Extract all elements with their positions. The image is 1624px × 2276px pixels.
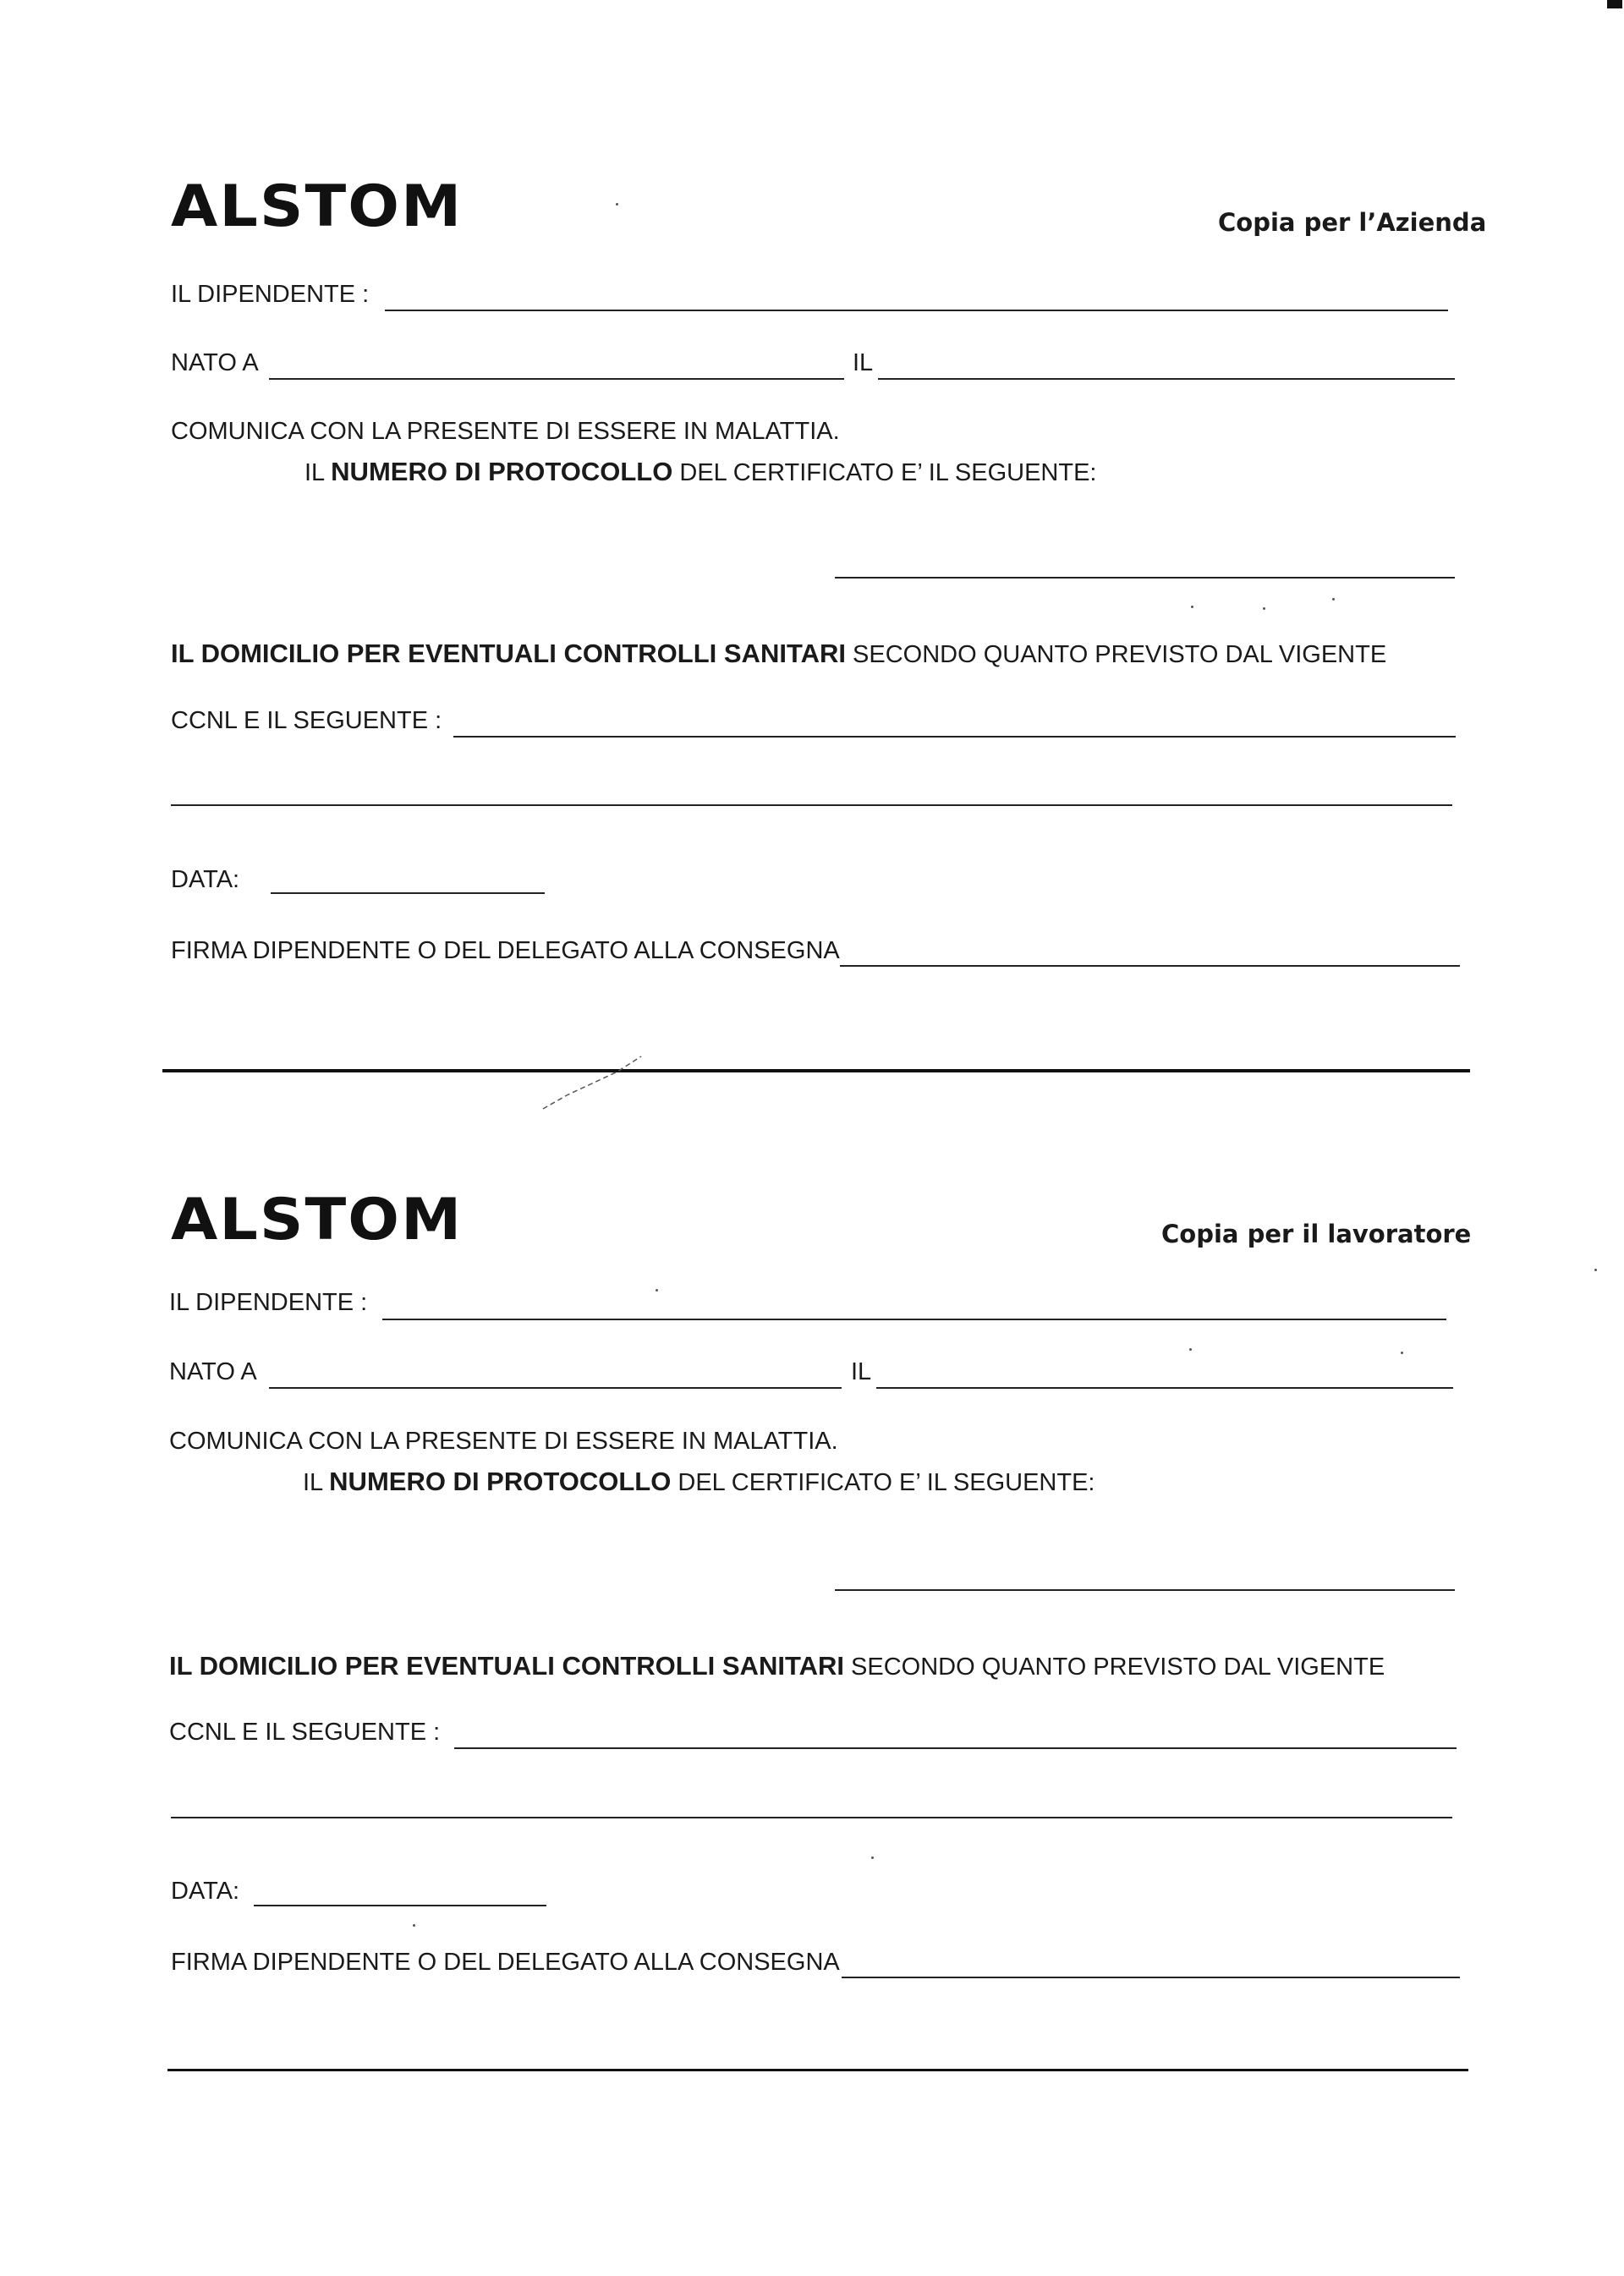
domicilio-text: IL DOMICILIO PER EVENTUALI CONTROLLI SANITARI SECONDO QUANTO PREVISTO DAL VIGENTE <box>169 1651 1385 1681</box>
birthplace-field[interactable] <box>269 1387 842 1389</box>
protocollo-text: IL NUMERO DI PROTOCOLLO DEL CERTIFICATO E’ IL SEGUENTE: <box>303 1467 1095 1496</box>
data-label: DATA: <box>171 866 240 893</box>
nato-label: NATO A <box>171 349 259 376</box>
alstom-logo: ALSTOM <box>171 173 464 240</box>
copy-label: Copia per il lavoratore <box>1161 1220 1472 1248</box>
alstom-logo: ALSTOM <box>171 1187 464 1253</box>
scan-speck <box>1401 1352 1403 1354</box>
bottom-rule <box>167 2069 1468 2071</box>
domicilio-text: IL DOMICILIO PER EVENTUALI CONTROLLI SANITARI SECONDO QUANTO PREVISTO DAL VIGENTE <box>171 639 1387 668</box>
domicilio-field-2[interactable] <box>171 1817 1452 1818</box>
scan-speck <box>656 1289 658 1292</box>
dipendente-label: IL DIPENDENTE : <box>169 1289 368 1316</box>
nato-label: NATO A <box>169 1358 257 1385</box>
il-label: IL <box>851 1358 872 1385</box>
firma-label: FIRMA DIPENDENTE O DEL DELEGATO ALLA CONSEGNA <box>171 1949 840 1976</box>
protocollo-text: IL NUMERO DI PROTOCOLLO DEL CERTIFICATO E’ IL SEGUENTE: <box>304 457 1097 486</box>
birthdate-field[interactable] <box>876 1387 1453 1389</box>
scan-speck <box>616 203 618 206</box>
scan-speck <box>1191 606 1193 608</box>
signature-field[interactable] <box>842 1977 1460 1978</box>
protocollo-field[interactable] <box>835 577 1455 579</box>
date-field[interactable] <box>254 1905 546 1906</box>
scan-speck <box>871 1856 874 1859</box>
scan-speck <box>1263 607 1265 610</box>
dipendente-label: IL DIPENDENTE : <box>171 281 370 308</box>
signature-field[interactable] <box>840 965 1460 967</box>
scan-edge <box>1607 0 1622 8</box>
form-copy-worker <box>0 1012 1624 2026</box>
scan-speck <box>413 1924 415 1927</box>
scan-speck <box>1189 1348 1192 1351</box>
form-copy-company <box>0 0 1624 1015</box>
dipendente-field[interactable] <box>385 310 1448 311</box>
ccnl-label: CCNL E IL SEGUENTE : <box>169 1719 441 1746</box>
protocollo-field[interactable] <box>835 1589 1455 1591</box>
birthdate-field[interactable] <box>878 378 1455 380</box>
domicilio-field[interactable] <box>454 1747 1457 1749</box>
il-label: IL <box>853 349 874 376</box>
ccnl-label: CCNL E IL SEGUENTE : <box>171 707 442 734</box>
dipendente-field[interactable] <box>382 1319 1446 1320</box>
data-label: DATA: <box>171 1878 240 1905</box>
domicilio-field-2[interactable] <box>171 804 1452 806</box>
scan-speck <box>1594 1269 1597 1271</box>
date-field[interactable] <box>271 892 545 894</box>
birthplace-field[interactable] <box>269 378 844 380</box>
comunica-text: COMUNICA CON LA PRESENTE DI ESSERE IN MALATTIA. <box>171 418 840 445</box>
comunica-text: COMUNICA CON LA PRESENTE DI ESSERE IN MALATTIA. <box>169 1428 838 1455</box>
domicilio-field[interactable] <box>453 736 1456 738</box>
firma-label: FIRMA DIPENDENTE O DEL DELEGATO ALLA CONSEGNA <box>171 937 840 964</box>
copy-label: Copia per l’Azienda <box>1218 208 1487 237</box>
scan-speck <box>1332 598 1335 601</box>
